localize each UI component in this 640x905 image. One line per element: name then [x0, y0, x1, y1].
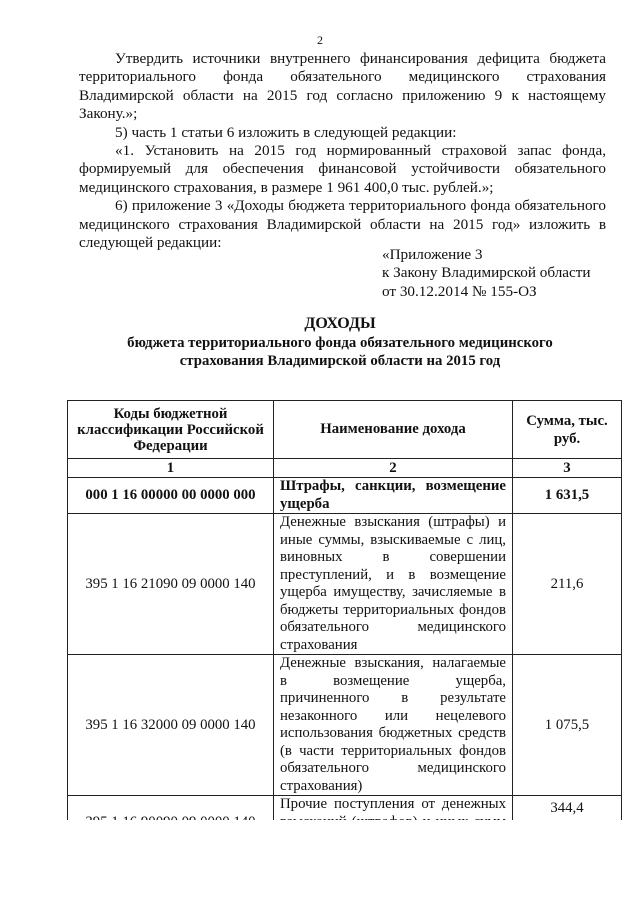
- row-code: 395 1 16 21090 09 0000 140: [68, 514, 274, 655]
- appendix-line-2: к Закону Владимирской области: [382, 264, 591, 282]
- row-sum: 211,6: [513, 514, 622, 655]
- column-number-row: [68, 459, 622, 478]
- title-sub-line-2: страхования Владимирской области на 2015 год: [179, 353, 501, 369]
- paragraph-item-6: 6) приложение 3 «Доходы бюджета территориального фонда обязательного медицинского страхования Владимирской области на 2015 год» изложить в следующей редакции:: [79, 197, 606, 252]
- page-number: 2: [317, 33, 323, 47]
- income-table: [67, 400, 622, 850]
- table-header-row: [68, 401, 622, 459]
- table-row: [68, 514, 622, 655]
- row-code: 395 1 16 32000 09 0000 140: [68, 655, 274, 796]
- row-name: Штрафы, санкции, возмещение ущерба: [274, 478, 513, 514]
- column-number: 2: [274, 459, 513, 478]
- appendix-line-3: от 30.12.2014 № 155-ОЗ: [382, 282, 537, 300]
- header-name: Наименование дохода: [274, 401, 513, 459]
- column-number: 3: [513, 459, 622, 478]
- appendix-reference: [382, 246, 591, 301]
- body-text: [79, 50, 606, 252]
- table-row: [68, 478, 622, 514]
- row-name: Денежные взыскания (штрафы) и иные суммы, взыскиваемые с лиц, виновных в совершении преступлений, и в возмещение ущерба имуществу, зачисляемые в бюджеты территориальных фондов обязательного медицинского страхования: [274, 514, 513, 655]
- column-number: 1: [68, 459, 274, 478]
- row-sum: 1 631,5: [513, 478, 622, 514]
- appendix-line-1: «Приложение 3: [382, 246, 483, 263]
- paragraph-sources: Утвердить источники внутреннего финансирования дефицита бюджета территориального фонда обязательного медицинского страхования Владимирской области на 2015 год согласно приложению 9 к настоящему Закону.»;: [79, 50, 606, 123]
- title-sub-line-1: бюджета территориального фонда обязательного медицинского: [127, 335, 553, 351]
- row-sum: 1 075,5: [513, 655, 622, 796]
- row-name: Прочие поступления от денежных: [274, 796, 513, 850]
- header-sum: Сумма, тыс. руб.: [513, 401, 622, 459]
- row-name: Денежные взыскания, налагаемые в возмещение ущерба, причиненного в результате незаконного или нецелевого использования бюджетных средств (в части территориальных фондов обязательного медицинского страхования): [274, 655, 513, 796]
- row-sum: 344,4: [513, 796, 622, 850]
- page-bottom-margin: [0, 820, 640, 905]
- table-row: [68, 655, 622, 796]
- header-code: Коды бюджетной классификации Российской Федерации: [68, 401, 274, 459]
- paragraph-item-5: 5) часть 1 статьи 6 изложить в следующей редакции:: [115, 123, 457, 141]
- paragraph-reserve: «1. Установить на 2015 год нормированный страховой запас фонда, формируемый для обеспечения финансовой устойчивости обязательного медицинского страхования, в размере 1 961 400,0 тыс. рублей.»;: [79, 142, 606, 196]
- table-title: [0, 314, 640, 370]
- title-main: ДОХОДЫ: [304, 315, 376, 332]
- row-code: 000 1 16 00000 00 0000 000: [68, 478, 274, 514]
